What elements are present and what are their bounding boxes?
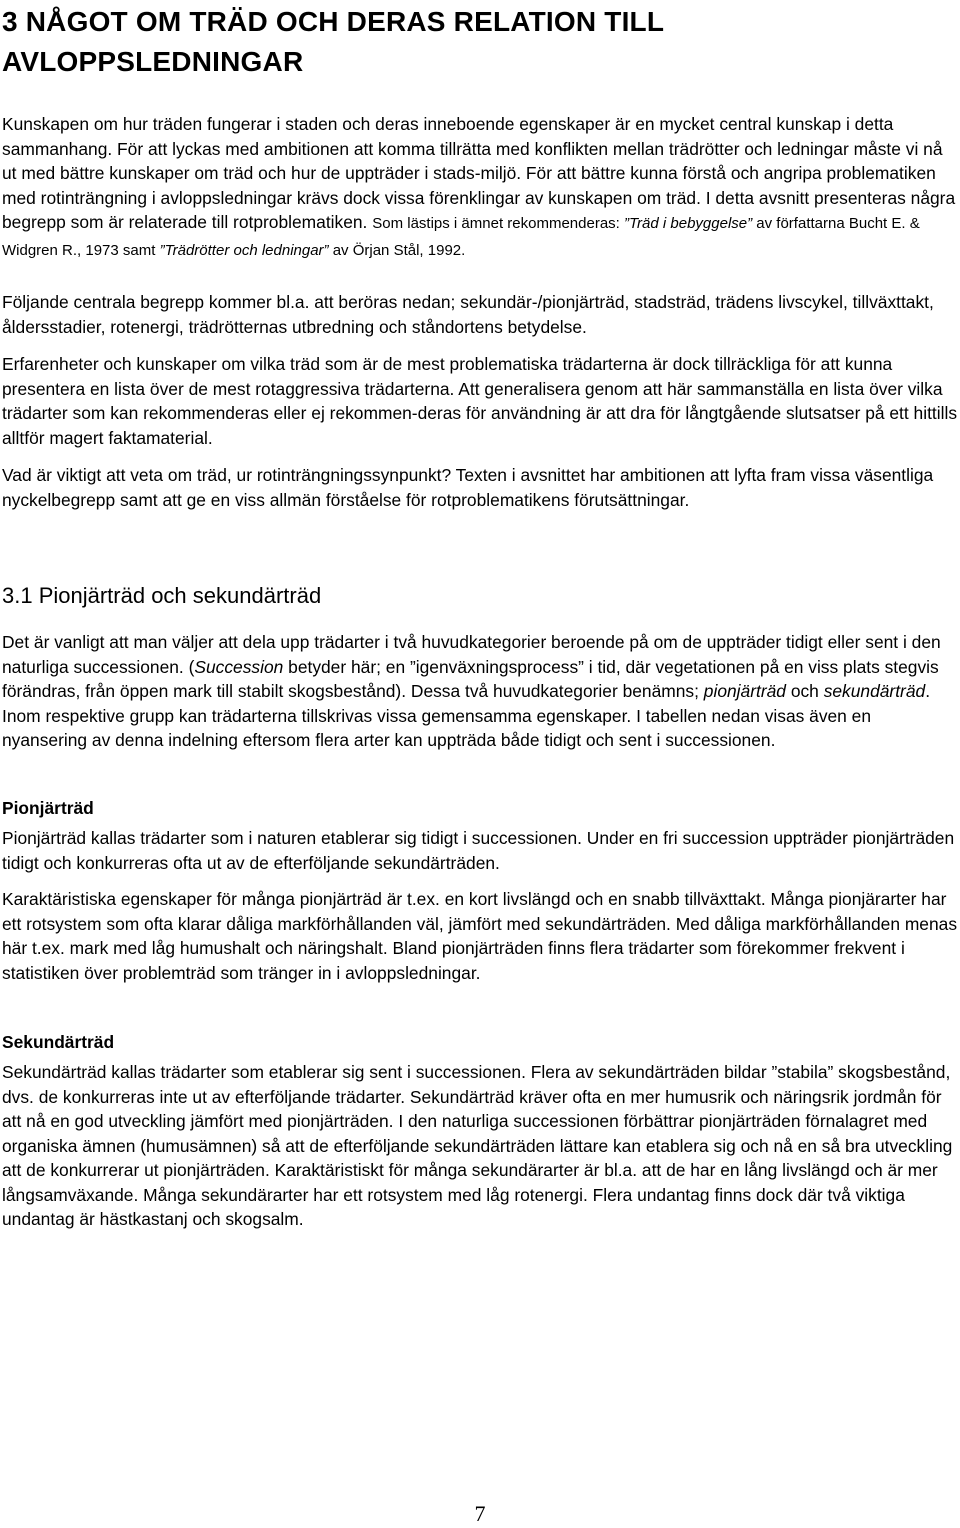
question-paragraph: Vad är viktigt att veta om träd, ur rotinträngningssynpunkt? Texten i avsnittet har ambitionen att lyfta fram vissa väsentliga nyckelbegrepp samt att ge en viss allmän förståelse för rotproblematikens förutsättningar.	[2, 465, 934, 510]
reading-tip-mid: av författarna Bucht E. & Widgren R., 1973 samt	[2, 215, 920, 259]
concepts-paragraph: Följande centrala begrepp kommer bl.a. att beröras nedan; sekundär-/pionjärträd, stadsträd, trädens livscykel, tillväxttakt, åldersstadier, rotenergi, trädrötternas utbredning och ståndortens betydelse.	[2, 292, 934, 337]
reading-tip-suffix: av Örjan Stål, 1992.	[328, 241, 466, 259]
section-heading: 3.1 Pionjärträd och sekundärträd	[2, 583, 322, 608]
section-intro-text-a: Det är vanligt att man väljer att dela upp trädarter i två huvudkategorier beroende på om de uppträder tidigt eller sent i den naturliga successionen. (	[2, 632, 941, 677]
section-intro-text-d: . Inom respektive grupp kan trädarterna tillskrivas vissa gemensamma egenskaper. I tabellen nedan visas även en nyansering av denna indelning eftersom flera arter kan uppträda både tidigt och sent i successionen.	[2, 681, 931, 750]
intro-paragraph	[2, 112, 958, 263]
pionjar-heading: Pionjärträd	[2, 798, 94, 818]
section-intro-paragraph	[2, 630, 958, 753]
pionjar-paragraph-2: Karaktäristiska egenskaper för många pionjärträd är t.ex. en kort livslängd och en snabb tillväxttakt. Många pionjärarter har ett rotsystem som ofta klarar dåliga markförhållanden väl, jämfört med sekundärträden. Med dåliga markförhållanden menas här t.ex. mark med låg humushalt och näringshalt. Bland pionjärträden finns flera trädarter som förekommer frekvent i statistiken över problemträd som tränger in i avloppsledningar.	[2, 889, 958, 983]
pionjar-term: pionjärträd	[703, 681, 786, 701]
succession-term: Succession	[194, 656, 284, 677]
reading-tip-title-1: ”Träd i bebyggelse”	[624, 215, 753, 232]
reading-tip-prefix: Som lästips i ämnet rekommenderas:	[372, 215, 624, 232]
section-intro-text-b: betyder här; en ”igenväxningsprocess” i tid, där vegetationen på en viss plats stegvis förändras, från öppen mark till stabilt skogsbestånd). Dessa två huvudkategorier benämns;	[2, 656, 939, 701]
sekundar-term: sekundärträd	[823, 681, 926, 701]
pionjar-paragraph-1: Pionjärträd kallas trädarter som i naturen etablerar sig tidigt i successionen. Under en fri succession uppträder pionjärträden tidigt och konkurreras ofta ut av de efterföljande sekundärträden.	[2, 828, 955, 873]
intro-text: Kunskapen om hur träden fungerar i staden och deras inneboende egenskaper är en mycket central kunskap i detta sammanhang. För att lyckas med ambitionen att komma tillrätta med konflikten mellan trädrötter och ledningar måste vi nå ut med bättre kunskaper om träd och hur de uppträder i stads-miljö. För att bättre kunna förstå och angripa problematiken med rotinträngning i avloppsledningar krävs dock vissa förenklingar av kunskapen om träd. I detta avsnitt presenteras några begrepp som är relaterade till rotproblematiken.	[2, 114, 956, 232]
sekundar-heading: Sekundärträd	[2, 1032, 115, 1052]
reading-tip-title-2: ”Trädrötter och ledningar”	[159, 241, 329, 259]
sekundar-paragraph: Sekundärträd kallas trädarter som etablerar sig sent i successionen. Flera av sekundärträden bildar ”stabila” skogsbestånd, dvs. de konkurreras inte ut av efterföljande trädarter. Sekundärträd kräver ofta en mer humusrik och näringsrik jordmån för att nå en god utveckling jämfört med pionjärträden. I den naturliga successionen förbättrar pionjärträden förnalagret med organiska ämnen (humusämnen) så att de efterföljande sekundärträden lättare kan etablera sig och nå en så bra utveckling att de konkurrerar ut pionjärträden. Karaktäristiskt för många sekundärarter är bl.a. att de har en lång livslängd och är mer långsamväxande. Många sekundärarter har ett rotsystem med låg rotenergi. Flera undantag finns dock där två viktiga undantag är hästkastanj och skogsalm.	[2, 1062, 953, 1229]
page-number: 7	[474, 1501, 486, 1526]
experience-paragraph: Erfarenheter och kunskaper om vilka träd som är de mest problematiska trädarterna är dock tillräckliga för att kunna presentera en lista över de mest rotaggressiva trädarterna. Att generalisera genom att här sammanställa en lista över vilka trädarter som kan rekommenderas eller ej rekommen-deras för användning är att dra för långtgående slutsatser på ett hittills alltför magert faktamaterial.	[2, 354, 958, 448]
section-intro-text-c: och	[785, 681, 824, 701]
chapter-heading: 3 NÅGOT OM TRÄD OCH DERAS RELATION TILL AVLOPPSLEDNINGAR	[2, 6, 664, 77]
